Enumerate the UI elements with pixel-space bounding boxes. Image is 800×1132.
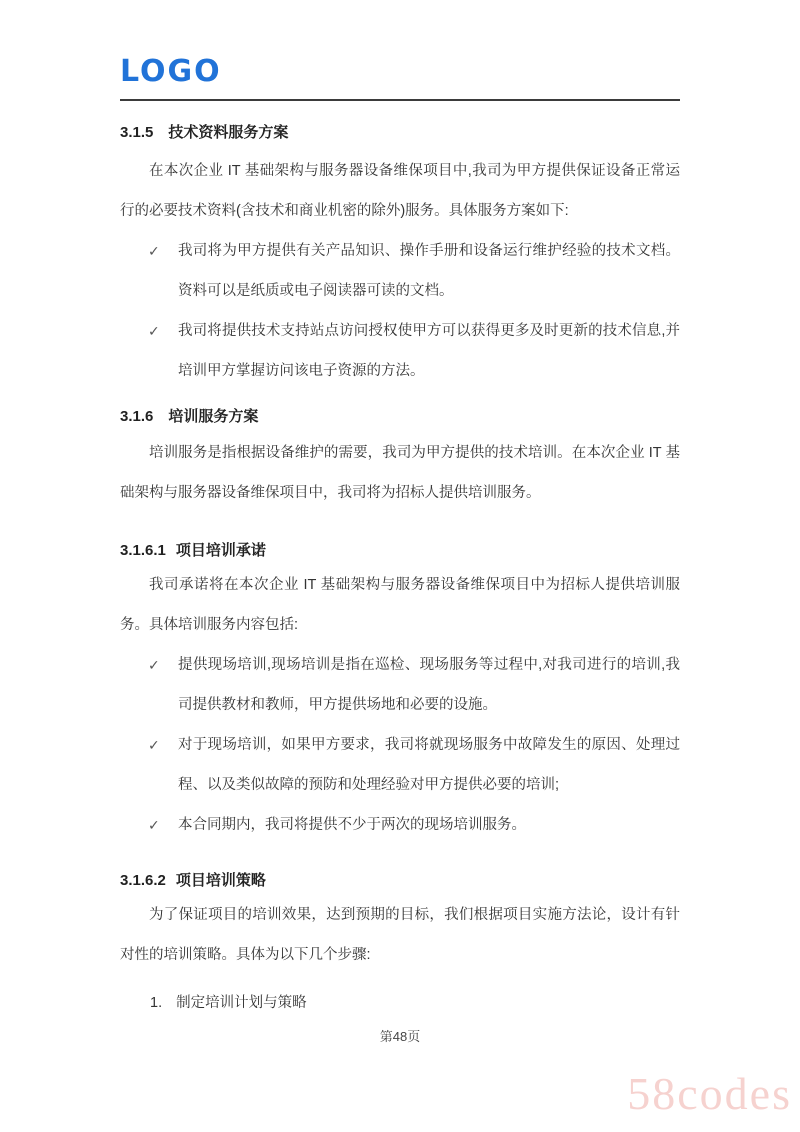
list-item-text: 本合同期内，我司将提供不少于两次的现场培训服务。 bbox=[178, 817, 526, 833]
paragraph-commitment-intro: 我司承诺将在本次企业 IT 基础架构与服务器设备维保项目中为招标人提供培训服务。具体培训服务内容包括: bbox=[120, 577, 680, 633]
section-heading-3-1-6-2 bbox=[120, 871, 680, 891]
page-number: 第48页 bbox=[379, 1029, 421, 1044]
header-divider bbox=[120, 99, 680, 101]
section-title: 项目培训承诺 bbox=[175, 542, 266, 559]
checkmark-icon: ✓ bbox=[148, 737, 160, 753]
list-item-text: 对于现场培训，如果甲方要求，我司将就现场服务中故障发生的原因、处理过程、以及类似故障的预防和处理经验对甲方提供必要的培训; bbox=[178, 737, 680, 793]
checkmark-icon: ✓ bbox=[148, 243, 160, 259]
paragraph-strategy-intro: 为了保证项目的培训效果，达到预期的目标，我们根据项目实施方法论，设计有针对性的培训策略。具体为以下几个步骤: bbox=[120, 907, 680, 963]
section-title: 项目培训策略 bbox=[175, 872, 266, 889]
section-heading-3-1-6 bbox=[120, 407, 680, 427]
list-item-text: 我司将提供技术支持站点访问授权使甲方可以获得更多及时更新的技术信息,并培训甲方掌握访问该电子资源的方法。 bbox=[178, 323, 680, 379]
numbered-list-item bbox=[120, 983, 680, 1023]
section-number: 3.1.6.1 bbox=[120, 542, 166, 559]
section-heading-3-1-5 bbox=[120, 123, 680, 143]
paragraph-tech-docs-intro: 在本次企业 IT 基础架构与服务器设备维保项目中,我司为甲方提供保证设备正常运行的必要技术资料(含技术和商业机密的除外)服务。具体服务方案如下: bbox=[120, 163, 680, 219]
list-item bbox=[120, 231, 680, 311]
list-item bbox=[120, 805, 680, 845]
checkmark-icon: ✓ bbox=[148, 323, 160, 339]
tech-docs-bullet-list bbox=[120, 231, 680, 391]
checkmark-icon: ✓ bbox=[148, 657, 160, 673]
section-title: 培训服务方案 bbox=[168, 408, 259, 425]
list-item bbox=[120, 645, 680, 725]
section-heading-3-1-6-1 bbox=[120, 541, 680, 561]
paragraph-training-intro: 培训服务是指根据设备维护的需要，我司为甲方提供的技术培训。在本次企业 IT 基础架构与服务器设备维保项目中，我司将为招标人提供培训服务。 bbox=[120, 445, 680, 501]
company-logo: LOGO bbox=[120, 54, 222, 89]
list-item-text: 我司将为甲方提供有关产品知识、操作手册和设备运行维护经验的技术文档。资料可以是纸质或电子阅读器可读的文档。 bbox=[178, 243, 680, 299]
list-item bbox=[120, 311, 680, 391]
section-number: 3.1.6.2 bbox=[120, 872, 166, 889]
watermark-text: 58codes bbox=[627, 1068, 792, 1119]
commitment-bullet-list bbox=[120, 645, 680, 845]
section-title: 技术资料服务方案 bbox=[168, 124, 289, 141]
section-number: 3.1.5 bbox=[120, 124, 154, 141]
list-item bbox=[120, 725, 680, 805]
numbered-item-marker: 1. bbox=[150, 995, 163, 1011]
numbered-item-text: 制定培训计划与策略 bbox=[176, 995, 307, 1011]
checkmark-icon: ✓ bbox=[148, 817, 160, 833]
list-item-text: 提供现场培训,现场培训是指在巡检、现场服务等过程中,对我司进行的培训,我司提供教材和教师，甲方提供场地和必要的设施。 bbox=[178, 657, 680, 713]
section-number: 3.1.6 bbox=[120, 408, 154, 425]
